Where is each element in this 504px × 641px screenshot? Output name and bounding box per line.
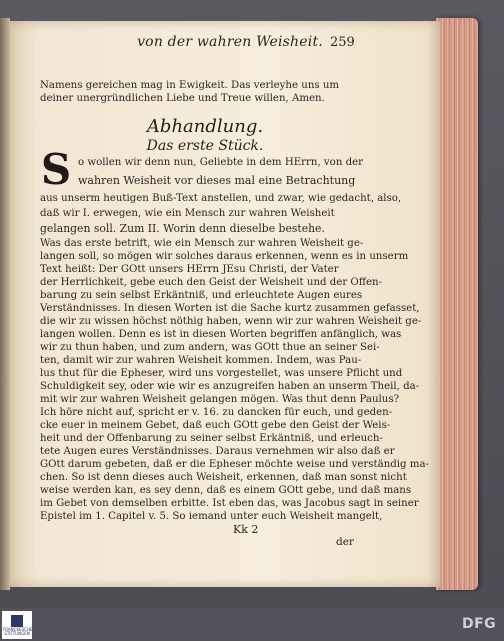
text-line: Ich höre nicht auf, spricht er v. 16. zu dancken für euch, und geden- xyxy=(40,407,393,418)
text-line: weise werden kan, es sey denn, daß es einem GOtt gebe, und daß mans xyxy=(40,485,412,496)
text-line: gelangen soll. Zum II. Worin denn dieselbe bestehe. xyxy=(40,222,325,235)
text-line: Schuldigkeit sey, oder wie wir es anzugreifen haben an unserm Theil, da- xyxy=(40,381,420,392)
text-line: tete Augen eures Verständnisses. Daraus vernehmen wir also daß er xyxy=(40,446,395,457)
catchword: der xyxy=(336,536,354,548)
text-line: deiner unergründlichen Liebe und Treue willen, Amen. xyxy=(40,93,325,104)
signature-mark: Kk 2 xyxy=(233,523,259,536)
text-line: wahren Weisheit vor dieses mal eine Betrachtung xyxy=(78,174,356,187)
dfg-logo[interactable]: DFG xyxy=(462,616,497,632)
drop-cap: S xyxy=(40,145,72,194)
section-subtitle: Das erste Stück. xyxy=(146,138,264,154)
text-line: ten, damit wir zur wahren Weisheit kommen. Indem, was Pau- xyxy=(40,355,362,366)
text-line: Namens gereichen mag in Ewigkeit. Das verleyhe uns um xyxy=(40,80,340,91)
running-title: von der wahren Weisheit. xyxy=(137,34,323,50)
text-line: Epistel im 1. Capitel v. 5. So iemand unter euch Weisheit mangelt, xyxy=(40,511,383,522)
text-line: o wollen wir denn nun, Geliebte in dem HErrn, von der xyxy=(78,157,364,168)
text-line: chen. So ist denn dieses auch Weisheit, erkennen, daß man sonst nicht xyxy=(40,472,407,483)
text-line: Was das erste betrift, wie ein Mensch zur wahren Weisheit ge- xyxy=(40,238,364,249)
text-line: die wir zu wissen höchst nöthig haben, wenn wir zur wahren Weisheit ge- xyxy=(40,316,422,327)
text-line: Text heißt: Der GOtt unsers HErrn JEsu Christi, der Vater xyxy=(40,264,339,275)
franckesche-stiftungen-logo[interactable] xyxy=(2,611,32,639)
text-line: langen wollen. Denn es ist in diesen Worten begriffen anfänglich, was xyxy=(40,329,402,340)
text-line: daß wir I. erwegen, wie ein Mensch zur wahren Weisheit xyxy=(40,208,335,219)
text-line: GOtt darum gebeten, daß er die Epheser möchte weise und verständig ma- xyxy=(40,459,429,470)
text-line: Verständnisses. In diesen Worten ist die Sache kurtz zusammen gefasset, xyxy=(40,303,420,314)
text-line: cke euer in meinem Gebet, daß euch GOtt gebe den Geist der Weis- xyxy=(40,420,391,431)
text-line: lus thut für die Epheser, wird uns vorgestellet, was unsere Pflicht und xyxy=(40,368,403,379)
page-edges xyxy=(436,18,478,590)
logo-mark-icon xyxy=(11,615,23,627)
text-line: wir zu thun haben, und zum andern, was GOtt thue an seiner Sei- xyxy=(40,342,380,353)
text-line: heit und der Offenbarung zu seiner selbst Erkäntniß, und erleuch- xyxy=(40,433,383,444)
text-line: barung zu sein selbst Erkäntniß, und erleuchtete Augen eures xyxy=(40,290,363,301)
text-line: der Herrlichkeit, gebe euch den Geist der Weisheit und der Offen- xyxy=(40,277,383,288)
section-title: Abhandlung. xyxy=(146,116,264,137)
text-line: aus unserm heutigen Buß-Text anstellen, und zwar, wie gedacht, also, xyxy=(40,193,402,204)
logo-text: FRANCKESCHE STIFTUNGEN xyxy=(3,627,33,636)
page-number: 259 xyxy=(330,35,355,50)
viewer-footer xyxy=(0,608,504,641)
text-line: langen soll, so mögen wir solches daraus erkennen, wenn es in unserm xyxy=(40,251,409,262)
text-line: im Gebet von demselben erbitte. Ist eben das, was Jacobus sagt in seiner xyxy=(40,498,419,509)
book-spine-shadow xyxy=(0,18,10,590)
text-line: mit wir zur wahren Weisheit gelangen mögen. Was thut denn Paulus? xyxy=(40,394,400,405)
